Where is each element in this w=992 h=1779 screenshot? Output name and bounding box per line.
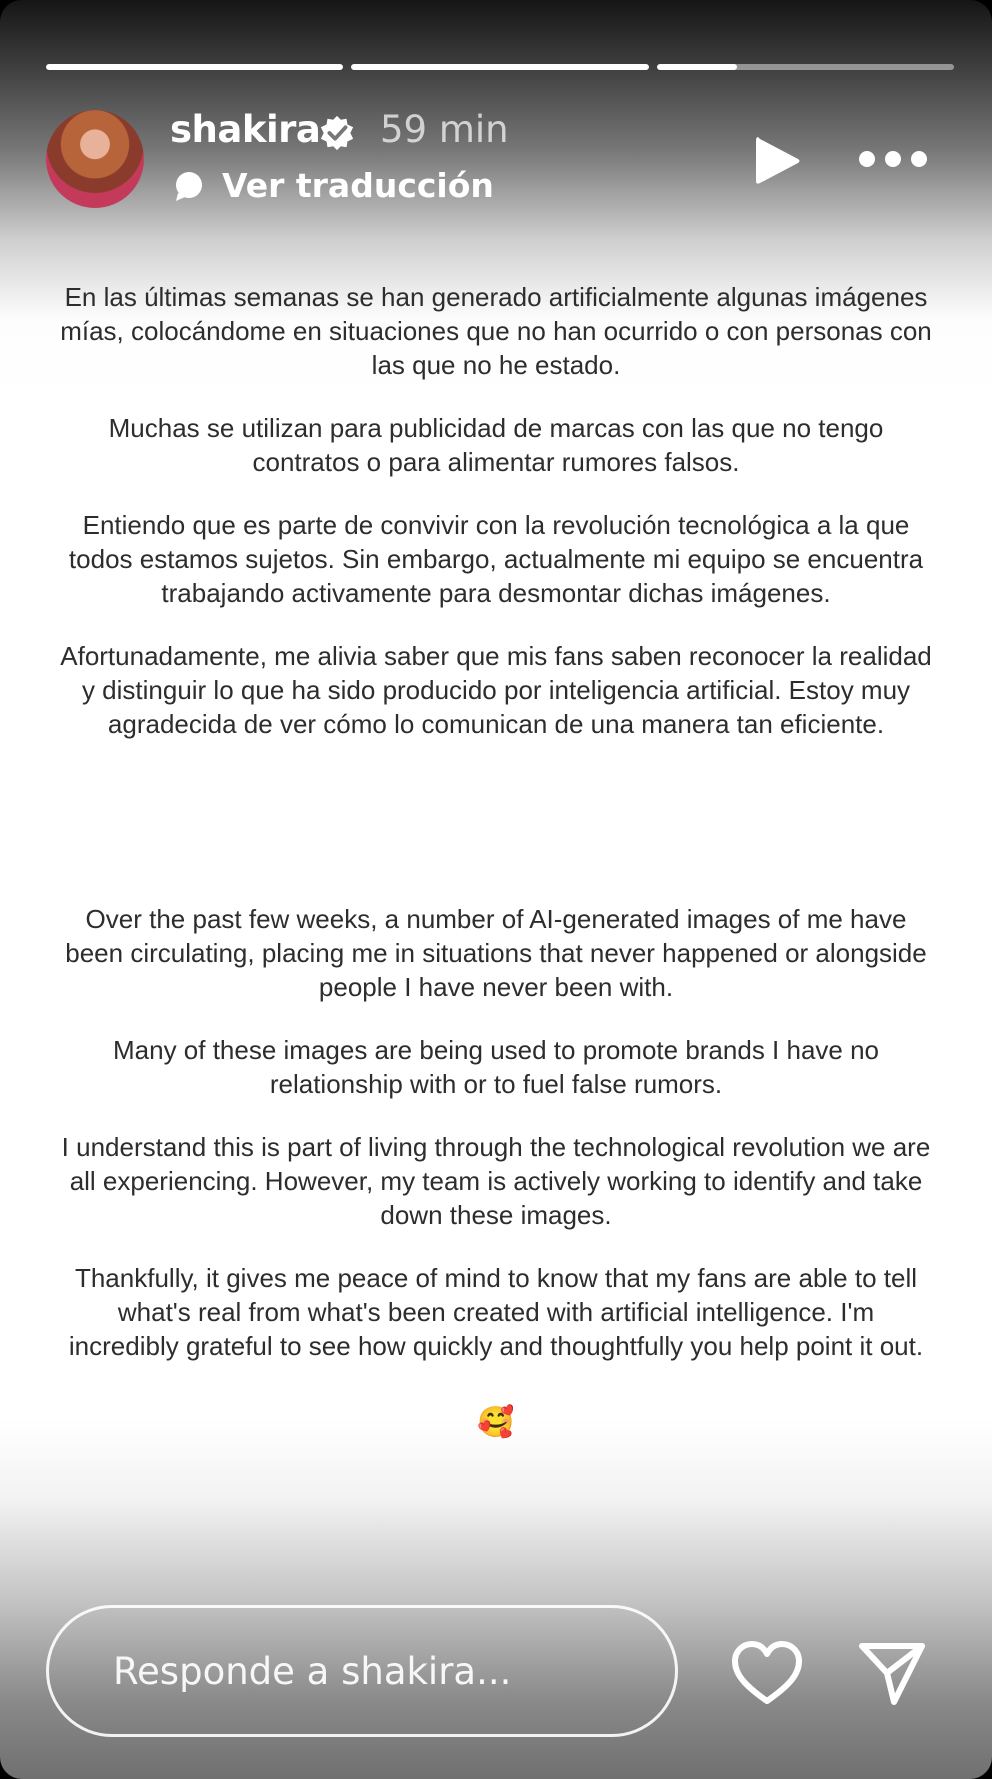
play-icon[interactable] [752,133,802,189]
username[interactable]: shakira [170,108,321,151]
section-spacer [60,770,932,902]
smiling-hearts-emoji: 🥰 [477,1406,515,1439]
reply-input[interactable] [46,1605,678,1737]
english-paragraph-4: Thankfully, it gives me peace of mind to know that my fans are able to tell what's real from what's been created with artificial intelligence. I'm incredibly grateful to see how quickly and thoughtfully you help point it out. [68,1263,924,1361]
progress-segment-1 [46,64,343,70]
avatar[interactable] [46,110,144,208]
translate-label: Ver traducción [222,166,494,205]
reply-placeholder: Responde a shakira... [113,1649,512,1693]
english-paragraph-1: Over the past few weeks, a number of AI-generated images of me have been circulating, placing me in situations that never happened or alongside people I have never been with. [65,904,927,1002]
verified-badge-icon [318,114,356,152]
progress-fill-3 [657,64,737,70]
story-progress-bar [46,64,954,70]
send-icon[interactable] [856,1638,928,1710]
progress-fill-1 [46,64,343,70]
post-timestamp: 59 min [380,108,509,151]
progress-segment-3 [657,64,954,70]
chat-bubble-icon [172,169,206,203]
spanish-paragraph-3: Entiendo que es parte de convivir con la revolución tecnológica a la que todos estamos sujetos. Sin embargo, actualmente mi equipo se encuentra trabajando activamente para desmontar dichas imágenes. [68,510,924,608]
progress-fill-2 [351,64,648,70]
spanish-paragraph-4: Afortunadamente, me alivia saber que mis fans saben reconocer la realidad y distinguir lo que ha sido producido por inteligencia artificial. Estoy muy agradecida de ver cómo lo comunican de una manera tan eficiente. [60,641,932,739]
heart-icon[interactable] [730,1640,804,1706]
spanish-paragraph-2: Muchas se utilizan para publicidad de marcas con las que no tengo contratos o para alimentar rumores falsos. [108,413,884,477]
translate-link[interactable] [172,166,494,205]
story-text-content [60,280,932,1440]
progress-segment-2 [351,64,648,70]
spanish-paragraph-1: En las últimas semanas se han generado artificialmente algunas imágenes mías, colocándome en situaciones que no han ocurrido o con personas con las que no he estado. [60,282,932,380]
more-options-icon[interactable] [856,146,930,172]
english-paragraph-2: Many of these images are being used to promote brands I have no relationship with or to fuel false rumors. [112,1035,880,1099]
english-paragraph-3: I understand this is part of living through the technological revolution we are all experiencing. However, my team is actively working to identify and take down these images. [61,1132,931,1230]
